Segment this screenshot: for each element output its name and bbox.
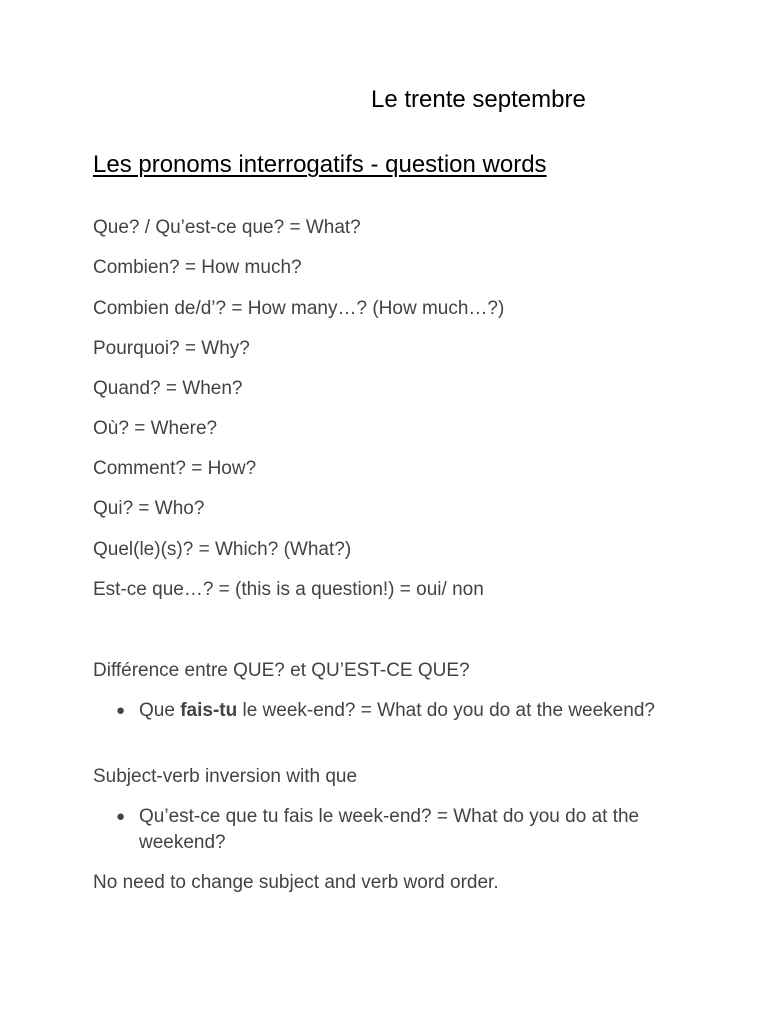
bullet-text: Qu’est-ce que tu fais le week-end? = What do you do at the weekend?: [139, 806, 640, 853]
vocab-line-est-ce-que: Est-ce que…? = (this is a question!) = oui/ non: [93, 579, 484, 600]
vocab-line-combien-de: Combien de/d’? = How many…? (How much…?): [93, 298, 505, 319]
difference-heading: Différence entre QUE? et QU’EST-CE QUE?: [93, 660, 470, 681]
bullet-text-before: Que: [139, 700, 181, 721]
vocab-line-ou: Où? = Where?: [93, 418, 218, 439]
vocab-line-quel: Quel(le)(s)? = Which? (What?): [93, 539, 352, 560]
vocab-line-pourquoi: Pourquoi? = Why?: [93, 338, 250, 359]
bullet-item-qu-est-ce-que: [116, 804, 669, 856]
date-heading: Le trente septembre: [371, 86, 586, 113]
vocab-line-que: Que? / Qu’est-ce que? = What?: [93, 217, 361, 238]
vocab-line-qui: Qui? = Who?: [93, 498, 205, 519]
bullet-item-que: [116, 698, 669, 724]
vocab-line-combien: Combien? = How much?: [93, 257, 302, 278]
vocab-line-comment: Comment? = How?: [93, 458, 257, 479]
note-inversion: Subject-verb inversion with que: [93, 766, 358, 787]
note-word-order: No need to change subject and verb word order.: [93, 872, 499, 893]
bullet-icon: ●: [116, 808, 126, 825]
page-title: Les pronoms interrogatifs - question words: [93, 151, 547, 178]
vocab-line-quand: Quand? = When?: [93, 378, 243, 399]
bullet-icon: ●: [116, 702, 126, 719]
bullet-text-after: le week-end? = What do you do at the weekend?: [237, 700, 655, 721]
bullet-text-bold: fais-tu: [180, 700, 238, 721]
